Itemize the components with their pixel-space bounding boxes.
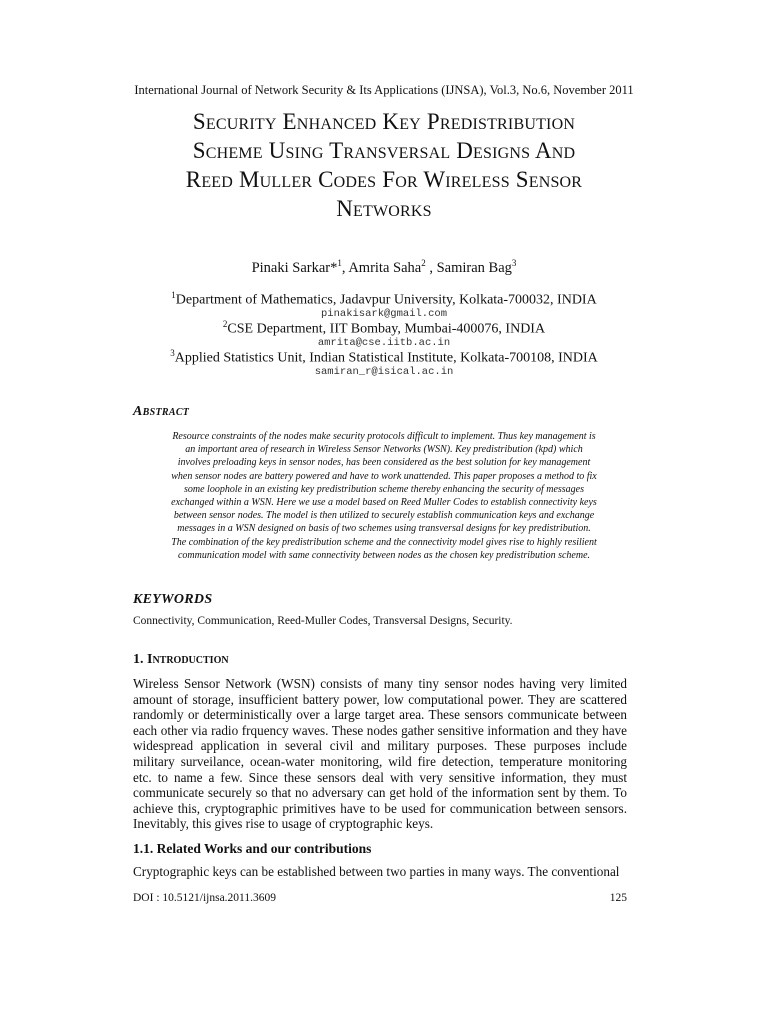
author-name: Amrita Saha (348, 259, 422, 276)
title-line: Networks (336, 196, 432, 221)
title-line: Security Enhanced Key Predistribution (192, 109, 576, 134)
abstract-line: The combination of the key predistribution scheme and the connectivity model gives rise to highly resilient (171, 536, 597, 548)
affiliation-text: CSE Department, IIT Bombay, Mumbai-400076, INDIA (227, 321, 546, 337)
author-name: Pinaki Sarkar* (251, 259, 338, 276)
author-name: Samiran Bag (436, 259, 512, 276)
affiliation-text: Applied Statistics Unit, Indian Statistical Institute, Kolkata-700108, INDIA (174, 350, 598, 366)
keywords-heading: KEYWORDS (133, 592, 213, 607)
abstract-line: some loophole in an existing key predistribution scheme thereby enhancing the security of messages (184, 483, 584, 495)
footer-doi: DOI : 10.5121/ijnsa.2011.3609 (133, 892, 276, 904)
affiliation-text: Department of Mathematics, Jadavpur University, Kolkata-700032, INDIA (175, 292, 597, 308)
abstract-line: messages in a WSN designed on basis of two schemes using transversal designs for key predistribution. (177, 523, 591, 535)
affiliation (0, 319, 768, 338)
abstract-line: exchanged within a WSN. Here we use a model based on Reed Muller Codes to establish connectivity keys (171, 497, 597, 509)
author-affil-mark: 1 (337, 258, 342, 268)
keywords-text: Connectivity, Communication, Reed-Muller Codes, Transversal Designs, Security. (133, 615, 513, 627)
author-list (0, 258, 768, 277)
abstract-line: when sensor nodes are battery powered and have to work unattended. This paper proposes a method to fix (171, 470, 597, 482)
abstract-line: involves preloading keys in sensor nodes, has been considered as the best solution for key management (177, 457, 591, 469)
author-affil-mark: 3 (511, 258, 517, 268)
journal-header: International Journal of Network Security & Its Applications (IJNSA), Vol.3, No.6, November 2011 (134, 83, 634, 97)
title-line: Reed Muller Codes For Wireless Sensor (185, 167, 583, 192)
abstract-line: between sensor nodes. The model is then utilized to securely establish communication keys and exchange (173, 510, 595, 522)
abstract-line: Resource constraints of the nodes make security protocols difficult to implement. Thus key management is (172, 431, 596, 442)
introduction-paragraph: Wireless Sensor Network (WSN) consists of many tiny sensor nodes having very limited amount of storage, insufficient battery power, low computational power. They are scattered randomly or deterministically over a large target area. These sensors communicate between each other via radio frquency waves. These nodes gather sensitive information and they have widespread application in several civil and military purposes. These purposes include military surveilance, ocean-water monitoring, wild fire detection, temperature monitoring etc. to name a few. Since these sensors deal with very sensitive information, they must communicate securely so that no adversary can get hold of the information sent by them. To achieve this, cryptographic primitives have to be used for communication between sensors. Inevitably, this gives rise to usage of cryptographic keys. (133, 676, 627, 832)
affiliation-mark: 2 (222, 319, 228, 329)
author-affil-mark: 2 (421, 258, 426, 268)
abstract-heading: Abstract (133, 404, 190, 419)
affiliation (0, 290, 768, 309)
author-email: pinakisark@gmail.com (320, 308, 448, 320)
introduction-heading: 1. Introduction (133, 652, 229, 667)
abstract-line: an important area of research in Wireless Sensor Networks (WSN). Key predistribution (kpd) which (185, 444, 583, 456)
abstract-body (128, 430, 640, 562)
paper-title (100, 107, 668, 223)
related-works-heading: 1.1. Related Works and our contributions (133, 841, 372, 856)
affiliation-mark: 3 (170, 348, 175, 358)
affiliation (0, 348, 768, 367)
author-separator: , (341, 259, 349, 276)
abstract-line: communication model with same connectivity between nodes as the chosen key predistribution scheme. (177, 549, 591, 561)
affiliation-mark: 1 (171, 290, 176, 300)
author-email: amrita@cse.iitb.ac.in (317, 337, 451, 349)
author-email: samiran_r@isical.ac.in (314, 366, 454, 378)
page-number: 125 (609, 892, 627, 904)
author-separator: , (425, 259, 437, 276)
related-works-paragraph: Cryptographic keys can be established between two parties in many ways. The conventional (133, 864, 620, 879)
title-line: Scheme Using Transversal Designs And (192, 138, 576, 163)
